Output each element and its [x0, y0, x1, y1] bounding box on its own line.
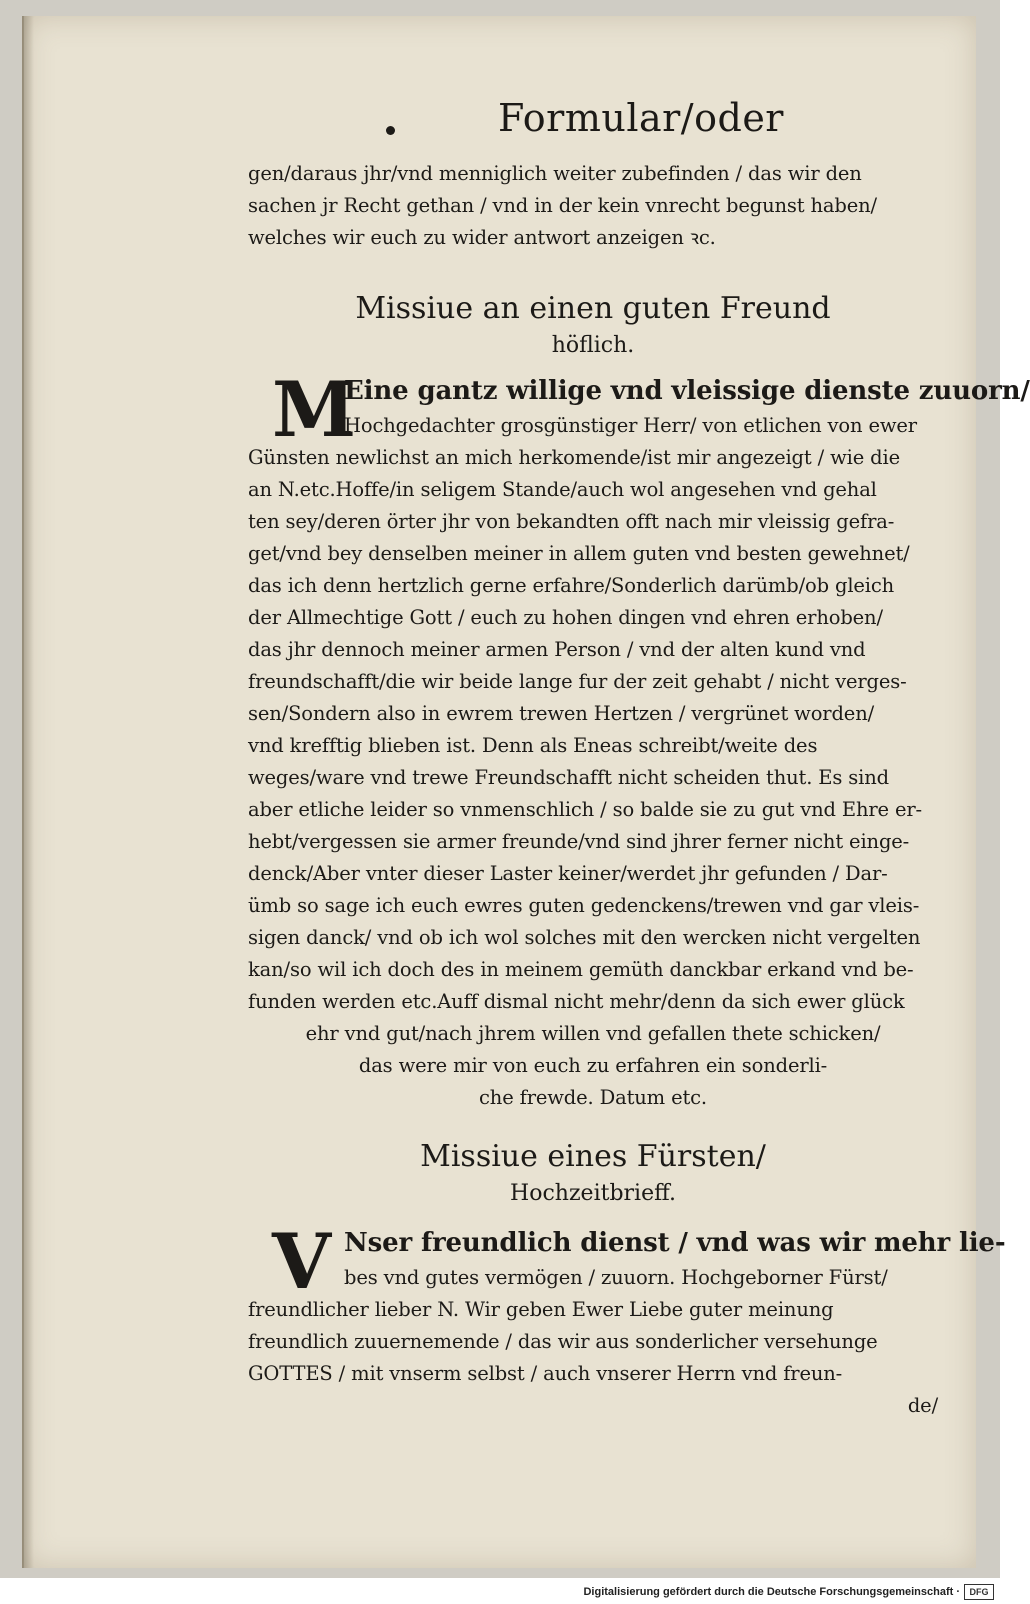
section-subheading: höflich.	[551, 333, 635, 358]
running-title: Formular/oder	[498, 96, 784, 140]
text-line: das were mir von euch zu erfahren ein sonderli-	[358, 1054, 828, 1077]
text-line: welches wir euch zu wider antwort anzeigen ꝛc.	[248, 226, 716, 249]
continuation-text	[248, 158, 938, 254]
funding-credit: Digitalisierung gefördert durch die Deutsche Forschungsgemeinschaft ·	[583, 1586, 960, 1598]
text-line: vnd krefftig blieben ist. Denn als Eneas schreibt/weite des	[248, 734, 818, 757]
text-line: freundlicher lieber N. Wir geben Ewer Liebe guter meinung	[248, 1298, 834, 1321]
text-line: ten sey/deren örter jhr von bekandten offt nach mir vleissig gefra-	[248, 510, 895, 533]
text-line: funden werden etc.Auff dismal nicht mehr/denn da sich ewer glück	[248, 990, 905, 1013]
text-line: ümb so sage ich euch ewres guten gedenckens/trewen vnd gar vleis-	[248, 894, 920, 917]
text-line: sen/Sondern also in ewrem trewen Hertzen / vergrünet worden/	[248, 702, 875, 725]
drop-capital: M	[272, 365, 357, 454]
text-line: denck/Aber vnter dieser Laster keiner/werdet jhr gefunden / Dar-	[248, 862, 888, 885]
header-dot-ornament	[386, 126, 395, 135]
letter-paragraph	[248, 365, 1030, 1114]
text-line: Hochgedachter grosgünstiger Herr/ von etlichen von ewer	[344, 414, 917, 437]
text-line: Günsten newlichst an mich herkomende/ist mir angezeigt / wie die	[248, 446, 900, 469]
text-line: gen/daraus jhr/vnd menniglich weiter zubefinden / das wir den	[248, 162, 862, 185]
text-line: an N.etc.Hoffe/in seligem Stande/auch wol angesehen vnd gehal	[248, 478, 877, 501]
text-line: aber etliche leider so vnmenschlich / so balde sie zu gut vnd Ehre er-	[248, 798, 922, 821]
text-line: freundlich zuuernemende / das wir aus sonderlicher versehunge	[248, 1330, 878, 1353]
text-line: der Allmechtige Gott / euch zu hohen dingen vnd ehren erhoben/	[248, 606, 883, 629]
text-line: das jhr dennoch meiner armen Person / vnd der alten kund vnd	[248, 638, 866, 661]
text-line: get/vnd bey denselben meiner in allem guten vnd besten gewehnet/	[248, 542, 910, 565]
drop-capital: V	[272, 1217, 331, 1306]
section-subheading: Hochzeitbrieff.	[510, 1181, 676, 1206]
page-gutter-shadow	[22, 16, 34, 1568]
text-line: Eine gantz willige vnd vleissige dienste zuuorn/	[344, 376, 1030, 406]
text-line: kan/so wil ich doch des in meinem gemüth danckbar erkand vnd be-	[248, 958, 914, 981]
dfg-logo: DFG	[964, 1584, 994, 1600]
text-line: hebt/vergessen sie armer freunde/vnd sind jhrer ferner nicht einge-	[248, 830, 910, 853]
text-line: che frewde. Datum etc.	[479, 1086, 707, 1109]
text-line: weges/ware vnd trewe Freundschafft nicht scheiden thut. Es sind	[248, 766, 889, 789]
catchword: de/	[907, 1394, 938, 1417]
letter-paragraph	[248, 1217, 1006, 1422]
text-line: ehr vnd gut/nach jhrem willen vnd gefallen thete schicken/	[305, 1022, 881, 1045]
text-line: bes vnd gutes vermögen / zuuorn. Hochgeborner Fürst/	[344, 1266, 888, 1289]
text-line: Nser freundlich dienst / vnd was wir mehr lie-	[344, 1228, 1006, 1258]
text-line: GOTTES / mit vnserm selbst / auch vnserer Herrn vnd freun-	[248, 1362, 843, 1385]
page-content	[248, 96, 1030, 1422]
text-line: sachen jr Recht gethan / vnd in der kein vnrecht begunst haben/	[248, 194, 877, 217]
running-header	[248, 96, 938, 158]
section-heading: Missiue an einen guten Freund	[355, 291, 831, 326]
text-line: das ich denn hertzlich gerne erfahre/Sonderlich darümb/ob gleich	[248, 574, 895, 597]
section-heading: Missiue eines Fürsten/	[420, 1139, 766, 1174]
text-line: freundschafft/die wir beide lange fur der zeit gehabt / nicht verges-	[248, 670, 907, 693]
text-line: sigen danck/ vnd ob ich wol solches mit den wercken nicht vergelten	[248, 926, 921, 949]
